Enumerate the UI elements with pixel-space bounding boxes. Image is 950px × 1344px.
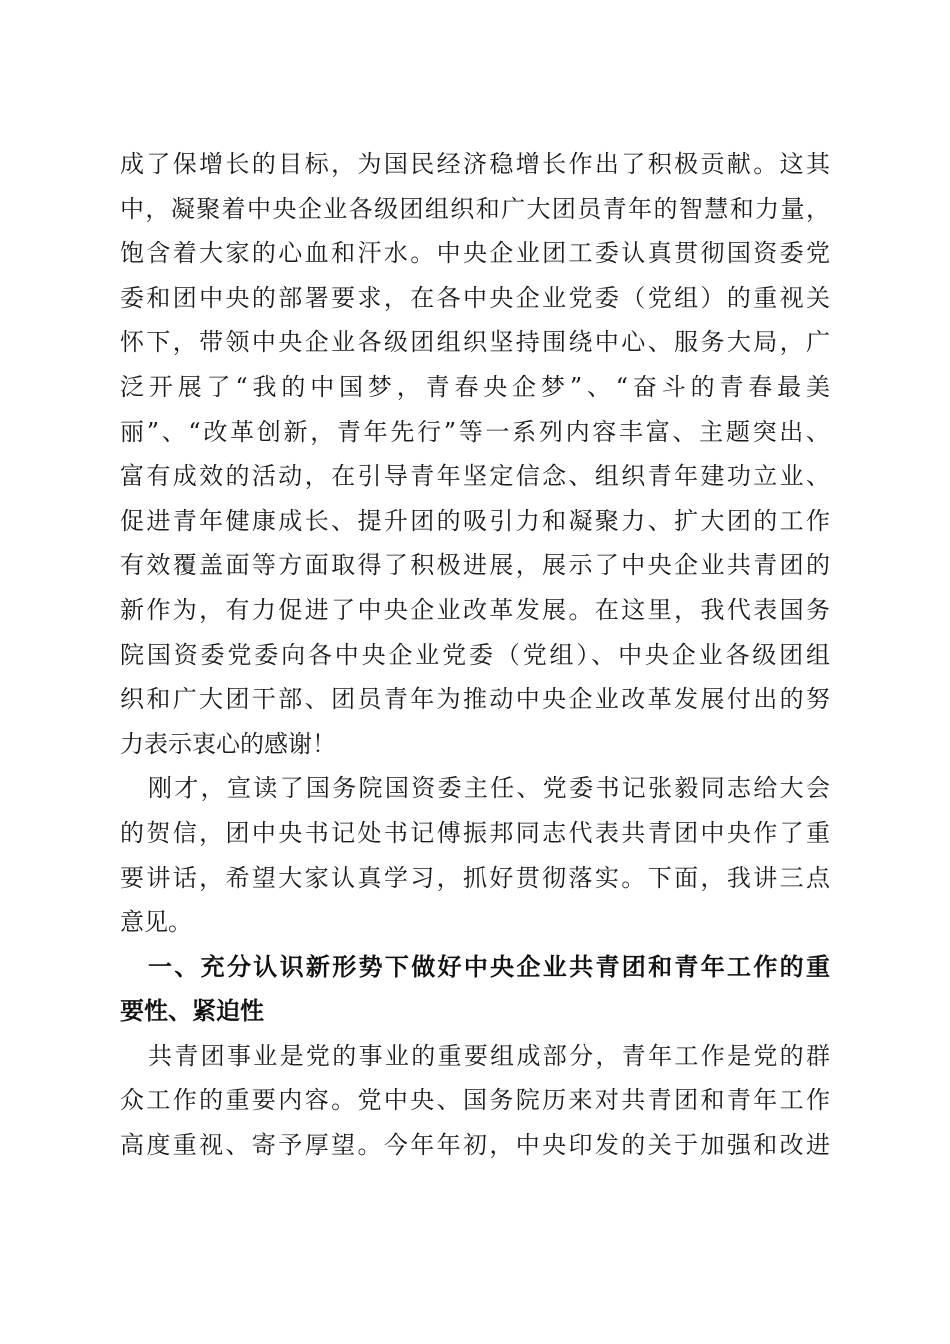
text-line: 促进青年健康成长、提升团的吸引力和凝聚力、扩大团的工作	[120, 506, 830, 535]
text-line: 泛开展了“我的中国梦，青春央企梦”、“奋斗的青春最美	[120, 372, 830, 401]
text-line: 的贺信，团中央书记处书记傅振邦同志代表共青团中央作了重	[120, 818, 830, 847]
text-line: 织和广大团干部、团员青年为推动中央企业改革发展付出的努	[120, 685, 830, 714]
text-line: 成了保增长的目标，为国民经济稳增长作出了积极贡献。这其	[120, 150, 830, 178]
text-line: 院国资委党委向各中央企业党委（党组）、中央企业各级团组	[120, 640, 830, 669]
paragraph-3	[120, 1034, 830, 1168]
text-line: 中，凝聚着中央企业各级团组织和广大团员青年的智慧和力量，	[120, 194, 830, 223]
text-line: 富有成效的活动，在引导青年坚定信念、组织青年建功立业、	[120, 462, 830, 491]
text-line: 怀下，带领中央企业各级团组织坚持围绕中心、服务大局，广	[120, 328, 830, 357]
text-line: 力表示衷心的感谢！	[120, 729, 336, 758]
text-line: 众工作的重要内容。党中央、国务院历来对共青团和青年工作	[120, 1086, 830, 1115]
text-line: 委和团中央的部署要求，在各中央企业党委（党组）的重视关	[120, 283, 830, 312]
text-line: 要讲话，希望大家认真学习，抓好贯彻落实。下面，我讲三点	[120, 863, 830, 892]
heading-line: 要性、紧迫性	[120, 997, 264, 1026]
text-line: 共青团事业是党的事业的重要组成部分，青年工作是党的群	[148, 1041, 830, 1070]
section-heading	[120, 945, 830, 1034]
text-line: 饱含着大家的心血和汗水。中央企业团工委认真贯彻国资委党	[120, 239, 830, 268]
heading-line: 一、充分认识新形势下做好中央企业共青团和青年工作的重	[148, 952, 830, 981]
document-body	[120, 142, 830, 1168]
text-line: 意见。	[120, 908, 192, 937]
text-line: 新作为，有力促进了中央企业改革发展。在这里，我代表国务	[120, 595, 830, 624]
text-line: 刚才，宣读了国务院国资委主任、党委书记张毅同志给大会	[148, 774, 830, 803]
paragraph-1	[120, 142, 830, 766]
text-line: 有效覆盖面等方面取得了积极进展，展示了中央企业共青团的	[120, 551, 830, 580]
paragraph-2	[120, 766, 830, 944]
text-line: 丽”、“改革创新，青年先行”等一系列内容丰富、主题突出、	[120, 417, 830, 446]
text-line: 高度重视、寄予厚望。今年年初，中央印发的关于加强和改进	[120, 1131, 830, 1160]
